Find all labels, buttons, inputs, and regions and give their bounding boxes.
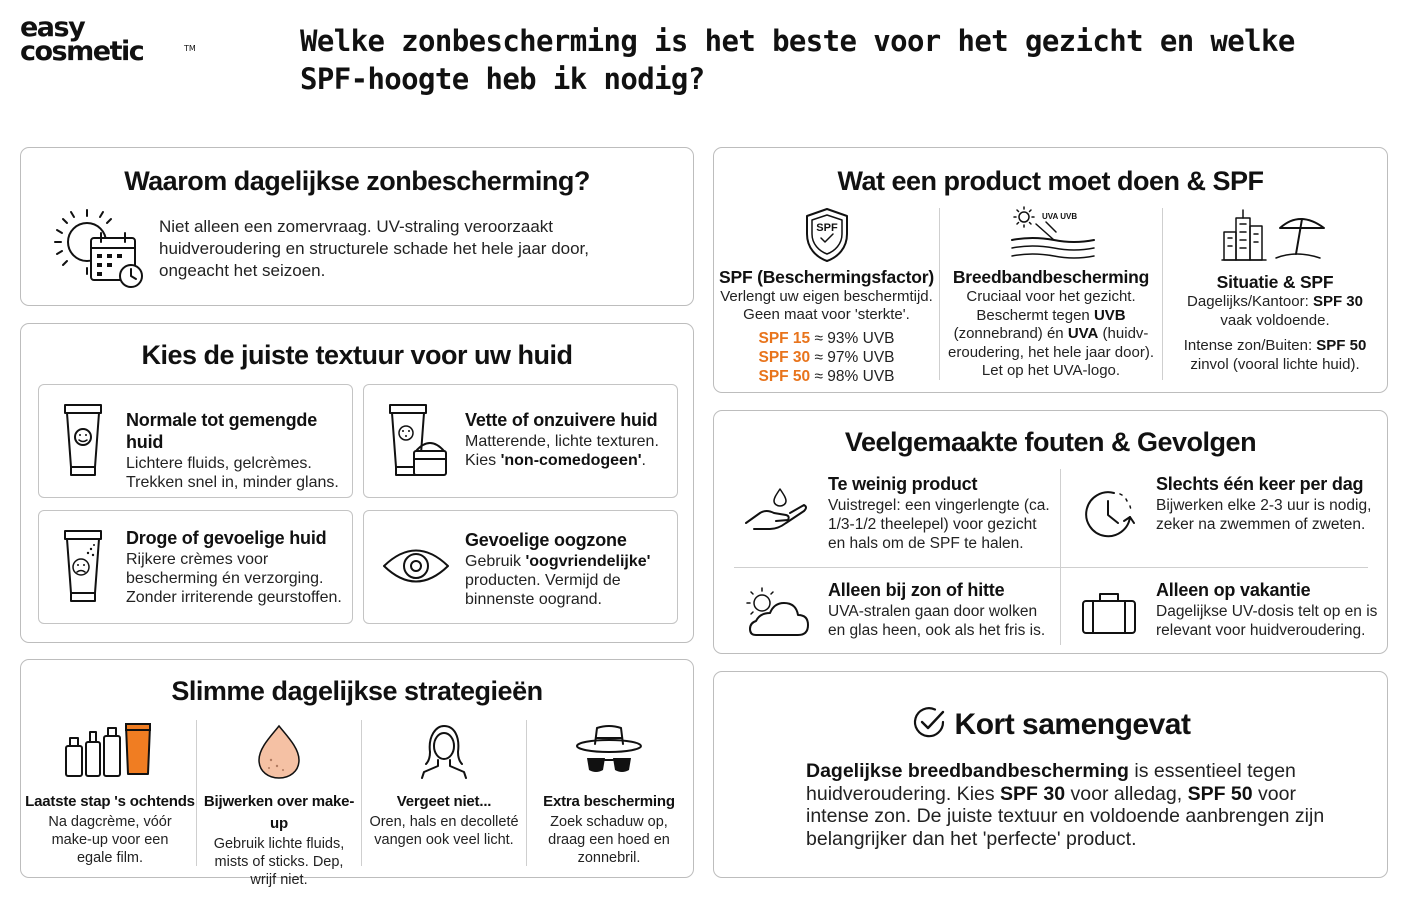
hat-sunglasses-icon bbox=[573, 722, 645, 780]
product-col-spf bbox=[714, 206, 939, 386]
tube-sad-icon bbox=[59, 527, 109, 607]
bottles-icon bbox=[60, 722, 160, 780]
mistake-text: Vuistregel: een vingerlengte (ca. 1/3-1/2 theelepel) voor gezicht en hals om de SPF te halen. bbox=[828, 497, 1050, 552]
texture-item-text: Gebruik 'oogvriendelijke' producten. Vermijd de binnenste oogrand. bbox=[465, 553, 651, 608]
city-beach-icon bbox=[1220, 206, 1330, 262]
tube-smile-icon bbox=[59, 401, 109, 481]
clock-icon bbox=[1080, 485, 1138, 543]
strategy-text: Zoek schaduw op, draag een hoed en zonnebril. bbox=[548, 814, 670, 866]
product-col-situation bbox=[1163, 206, 1387, 374]
uva-uvb-icon bbox=[1010, 206, 1096, 262]
product-col-text: Dagelijks/Kantoor: SPF 30 vaak voldoende. Intense zon/Buiten: SPF 50 zinvol (vooral lichte huid). bbox=[1183, 293, 1367, 373]
product-col-title: Situatie & SPF bbox=[1216, 272, 1334, 292]
logo-trademark: TM bbox=[184, 44, 196, 53]
texture-item-title: Gevoelige oogzone bbox=[465, 530, 627, 550]
why-card bbox=[20, 147, 694, 306]
strategy-morning bbox=[25, 722, 195, 867]
mistakes-card bbox=[713, 410, 1388, 654]
texture-title: Kies de juiste textuur voor uw huid bbox=[141, 340, 573, 370]
summary-card bbox=[713, 671, 1388, 878]
texture-item-dry bbox=[38, 510, 353, 624]
makeup-sponge-icon bbox=[249, 722, 309, 780]
mistake-title: Te weinig product bbox=[828, 474, 978, 494]
mistake-text: UVA-stralen gaan door wolken en glas heen, ook als het fris is. bbox=[828, 603, 1046, 639]
logo-line-2: cosmetic bbox=[20, 36, 144, 67]
eye-icon bbox=[380, 541, 452, 591]
sun-calendar-icon bbox=[45, 202, 165, 292]
strategy-text: Oren, hals en decolleté vangen ook veel licht. bbox=[369, 814, 519, 848]
mistake-text: Bijwerken elke 2-3 uur is nodig, zeker na zwemmen of zweten. bbox=[1156, 497, 1372, 533]
texture-item-title: Normale tot gemengde huid bbox=[126, 410, 318, 452]
spf-table bbox=[714, 329, 939, 386]
summary-text: Dagelijkse breedbandbescherming is essentieel tegen huidveroudering. Kies SPF 30 voor alledag, SPF 50 voor intense zon. De juiste textuur en voldoende aanbrengen zijn belangrijker dan het 'perfecte' product. bbox=[806, 760, 1325, 850]
why-text: Niet alleen een zomervraag. UV-straling veroorzaakt huidveroudering en structurele schade het hele jaar door, ongeacht het seizoen. bbox=[159, 217, 590, 280]
texture-item-title: Droge of gevoelige huid bbox=[126, 528, 327, 548]
mistake-title: Alleen op vakantie bbox=[1156, 580, 1311, 600]
check-circle-icon bbox=[911, 704, 947, 740]
brand-logo bbox=[20, 12, 196, 68]
strategy-title: Laatste stap 's ochtends bbox=[25, 793, 195, 810]
strategy-makeup bbox=[197, 722, 361, 889]
page-title: Welke zonbescherming is het beste voor het gezicht en welke SPF-hoogte heb ik nodig? bbox=[300, 24, 1295, 96]
strategy-title: Bijwerken over make-up bbox=[203, 793, 355, 832]
texture-item-text: Matterende, lichte texturen. Kies 'non-comedogeen'. bbox=[465, 433, 659, 469]
strategies-card bbox=[20, 659, 694, 888]
product-title: Wat een product moet doen & SPF bbox=[837, 166, 1264, 196]
strategy-forget bbox=[362, 722, 526, 849]
product-col-title: Breedbandbescherming bbox=[952, 267, 1150, 287]
spf-badge-label: SPF bbox=[816, 222, 838, 234]
strategy-title: Vergeet niet... bbox=[396, 793, 492, 810]
summary-title: Kort samengevat bbox=[954, 708, 1191, 741]
logo-line-1: easy bbox=[20, 12, 85, 43]
texture-item-title: Vette of onzuivere huid bbox=[465, 410, 658, 430]
why-title: Waarom dagelijkse zonbescherming? bbox=[124, 166, 590, 196]
tube-jar-icon bbox=[384, 401, 450, 481]
strategy-text: Na dagcrème, vóór make-up voor een egale film. bbox=[48, 814, 172, 866]
spf-row: SPF 30 ≈ 97% UVB bbox=[758, 349, 895, 366]
strategy-title: Extra bescherming bbox=[543, 793, 675, 810]
product-col-broad bbox=[940, 206, 1162, 381]
texture-item-eye bbox=[363, 510, 678, 624]
texture-card bbox=[20, 323, 694, 643]
texture-item-normal bbox=[38, 384, 353, 498]
mistake-title: Alleen bij zon of hitte bbox=[828, 580, 1005, 600]
sun-cloud-icon bbox=[742, 585, 812, 639]
spf-row: SPF 50 ≈ 98% UVB bbox=[758, 368, 895, 385]
mistakes-title: Veelgemaakte fouten & Gevolgen bbox=[844, 427, 1257, 457]
mistake-title: Slechts één keer per dag bbox=[1156, 474, 1364, 494]
strategies-title: Slimme dagelijkse strategieën bbox=[171, 676, 543, 706]
texture-item-text: Rijkere crèmes voor bescherming én verzorging. Zonder irriterende geurstoffen. bbox=[126, 551, 342, 606]
suitcase-icon bbox=[1080, 589, 1138, 637]
product-col-text: Verlengt uw eigen beschermtijd. Geen maat voor 'sterkte'. bbox=[720, 288, 933, 323]
product-col-text: Cruciaal voor het gezicht. Beschermt tegen UVB (zonnebrand) én UVA (huidv- eroudering, het hele jaar door). Let op het UVA-logo. bbox=[948, 288, 1154, 379]
strategy-extra bbox=[527, 722, 691, 867]
strategy-text: Gebruik lichte fluids, mists of sticks. Dep, wrijf niet. bbox=[213, 836, 345, 888]
mistake-text: Dagelijkse UV-dosis telt op en is relevant voor huidveroudering. bbox=[1156, 603, 1378, 639]
woman-portrait-icon bbox=[414, 722, 474, 780]
texture-item-oily bbox=[363, 384, 678, 498]
product-card bbox=[713, 147, 1388, 393]
spf-shield-icon bbox=[802, 206, 852, 264]
spf-row: SPF 15 ≈ 93% UVB bbox=[758, 330, 895, 347]
texture-item-text: Lichtere fluids, gelcrèmes. Trekken snel in, minder glans. bbox=[126, 455, 339, 491]
uv-label: UVA UVB bbox=[1042, 212, 1078, 221]
summary-heading bbox=[714, 704, 1387, 742]
hand-drop-icon bbox=[742, 485, 810, 533]
product-col-title: SPF (Beschermingsfactor) bbox=[719, 267, 934, 287]
